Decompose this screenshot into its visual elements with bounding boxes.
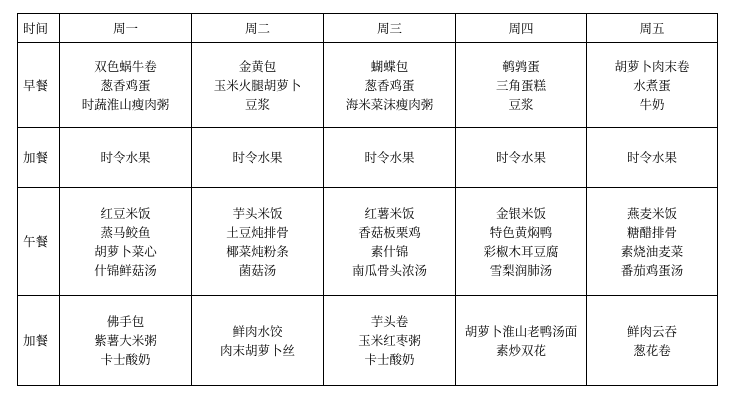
menu-item: 素什锦 [370, 243, 409, 259]
menu-item: 胡萝卜菜心 [94, 243, 157, 259]
row-label-lunch: 午餐 [18, 188, 60, 296]
lunch-friday [587, 188, 718, 296]
menu-item: 鲜肉水饺 [232, 323, 283, 339]
row-label-morning-snack: 加餐 [18, 128, 60, 188]
menu-item: 葱花卷 [633, 342, 671, 358]
menu-item: 卡士酸奶 [100, 352, 151, 367]
menu-item: 海米菜沫瘦肉粥 [345, 96, 434, 112]
menu-item: 蝴蝶包 [370, 58, 409, 74]
breakfast-thursday [456, 43, 587, 128]
menu-item: 菌菇汤 [238, 262, 277, 278]
menu-item: 鹌鹑蛋 [502, 58, 540, 74]
menu-item: 葱香鸡蛋 [364, 77, 415, 93]
menu-item: 水煮蛋 [633, 77, 671, 93]
corner-header: 时间 [18, 14, 60, 43]
breakfast-tuesday [192, 43, 324, 128]
breakfast-friday [587, 43, 718, 128]
morning-snack-thursday [456, 128, 587, 188]
menu-item: 卡士酸奶 [364, 352, 415, 367]
menu-item: 素炒双花 [495, 342, 546, 358]
breakfast-monday [60, 43, 192, 128]
menu-item: 素烧油麦菜 [620, 243, 684, 259]
menu-item: 金银米饭 [495, 205, 546, 221]
menu-item: 葱香鸡蛋 [100, 77, 151, 93]
morning-snack-friday [587, 128, 718, 188]
breakfast-wednesday [324, 43, 456, 128]
afternoon-snack-thursday [456, 296, 587, 386]
menu-item: 芋头卷 [370, 314, 409, 329]
weekly-menu-table [17, 13, 718, 386]
menu-item: 土豆炖排骨 [226, 224, 289, 240]
menu-item: 双色蜗牛卷 [94, 58, 157, 74]
menu-item: 胡萝卜淮山老鸭汤面 [464, 323, 578, 339]
day-header-tuesday: 周二 [192, 14, 324, 43]
menu-item: 什锦鲜菇汤 [94, 262, 157, 278]
menu-item: 红薯米饭 [364, 205, 415, 221]
menu-item: 香菇板栗鸡 [358, 224, 421, 240]
menu-item: 豆浆 [244, 96, 270, 112]
menu-item: 芋头米饭 [232, 205, 283, 221]
lunch-thursday [456, 188, 587, 296]
morning-snack-monday [60, 128, 192, 188]
morning-snack-row [18, 128, 718, 188]
menu-item: 佛手包 [106, 314, 145, 329]
menu-item: 彩椒木耳豆腐 [483, 243, 559, 259]
afternoon-snack-friday [587, 296, 718, 386]
afternoon-snack-wednesday [324, 296, 456, 386]
menu-item: 时令水果 [364, 150, 415, 165]
row-label-breakfast: 早餐 [18, 43, 60, 128]
menu-item: 南瓜骨头浓汤 [351, 262, 427, 278]
row-label-afternoon-snack: 加餐 [18, 296, 60, 386]
morning-snack-wednesday [324, 128, 456, 188]
menu-item: 雪梨润肺汤 [489, 262, 553, 278]
menu-item: 三角蛋糕 [495, 77, 546, 93]
menu-item: 番茄鸡蛋汤 [620, 262, 684, 278]
header-row [18, 14, 718, 43]
menu-item: 肉末胡萝卜丝 [219, 342, 295, 358]
menu-item: 特色黄焖鸭 [489, 224, 553, 240]
menu-item: 蒸马鲛鱼 [100, 224, 151, 240]
afternoon-snack-row [18, 296, 718, 386]
menu-item: 时蔬淮山瘦肉粥 [81, 96, 170, 112]
menu-item: 玉米火腿胡萝卜 [213, 77, 302, 93]
lunch-wednesday [324, 188, 456, 296]
afternoon-snack-tuesday [192, 296, 324, 386]
breakfast-row [18, 43, 718, 128]
menu-item: 时令水果 [232, 150, 283, 165]
menu-item: 胡萝卜肉末卷 [614, 58, 690, 74]
menu-item: 燕麦米饭 [626, 205, 677, 221]
menu-item: 玉米红枣粥 [358, 333, 421, 348]
menu-item: 糖醋排骨 [626, 224, 677, 240]
menu-item: 金黄包 [238, 58, 277, 74]
lunch-monday [60, 188, 192, 296]
lunch-row [18, 188, 718, 296]
menu-item: 豆浆 [508, 96, 534, 112]
morning-snack-tuesday [192, 128, 324, 188]
day-header-friday: 周五 [587, 14, 718, 43]
menu-item: 红豆米饭 [100, 205, 151, 221]
menu-item: 时令水果 [626, 150, 677, 165]
day-header-monday: 周一 [60, 14, 192, 43]
menu-item: 鲜肉云吞 [626, 323, 677, 339]
lunch-tuesday [192, 188, 324, 296]
menu-item: 时令水果 [495, 150, 546, 165]
afternoon-snack-monday [60, 296, 192, 386]
menu-item: 紫薯大米粥 [94, 333, 157, 348]
day-header-wednesday: 周三 [324, 14, 456, 43]
menu-item: 时令水果 [100, 150, 151, 165]
menu-item: 椰菜炖粉条 [226, 243, 289, 259]
menu-item: 牛奶 [639, 96, 665, 112]
day-header-thursday: 周四 [456, 14, 587, 43]
